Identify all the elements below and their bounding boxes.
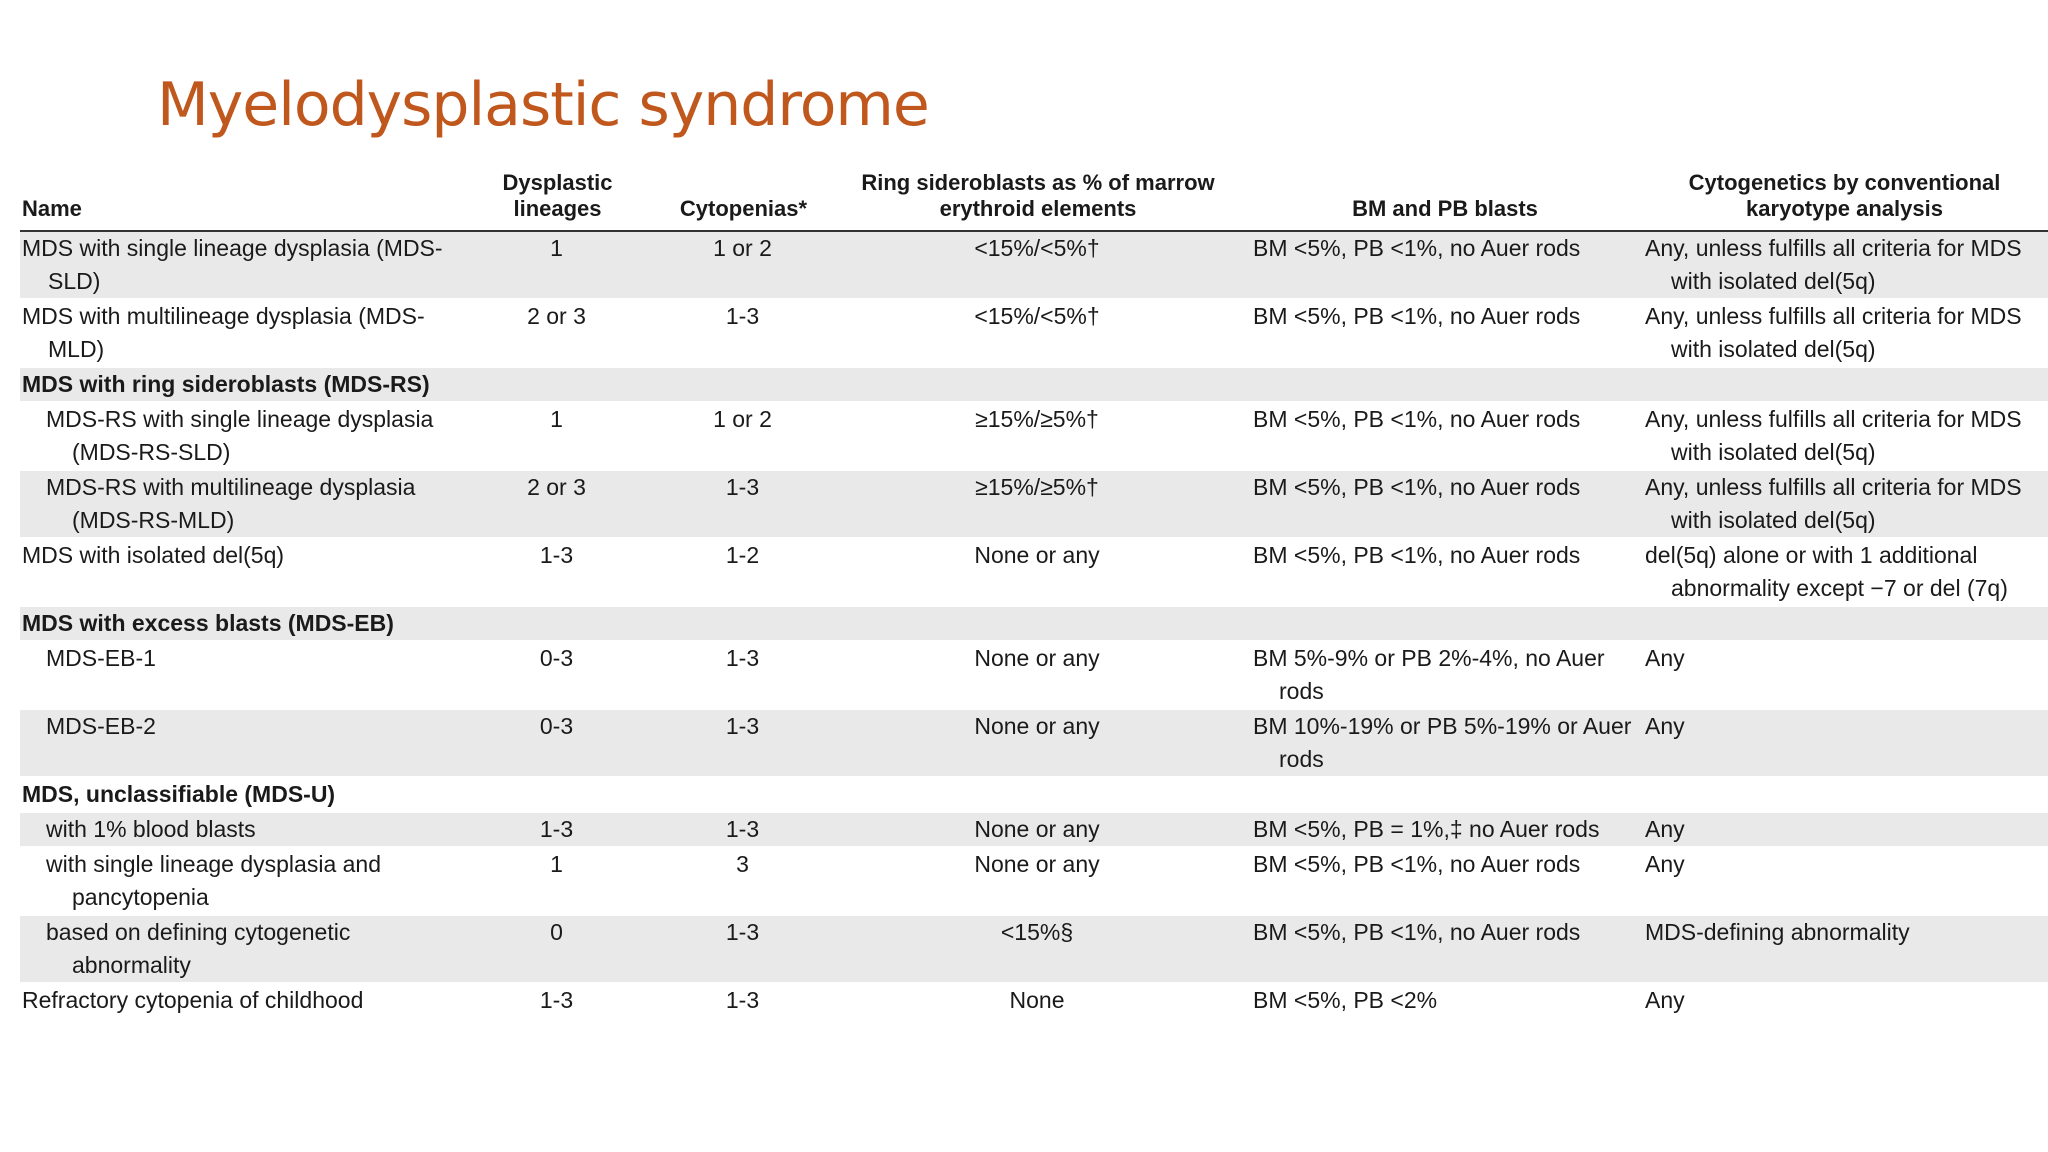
cell-ring-sideroblasts [827, 606, 1249, 641]
cell-bm-pb-blasts-text: BM <5%, PB <1%, no Auer rods [1253, 542, 1581, 568]
table-row [20, 402, 2048, 470]
cell-dysplastic-lineages: 1 [455, 402, 660, 470]
cell-bm-pb-blasts [1249, 777, 1641, 812]
cell-ring-sideroblasts: None [827, 983, 1249, 1018]
row-name-text: Refractory cytopenia of childhood [22, 987, 364, 1013]
cell-cytopenias: 1-3 [660, 983, 827, 1018]
cell-dysplastic-lineages: 0-3 [455, 709, 660, 777]
cell-cytopenias [660, 777, 827, 812]
cell-cytopenias: 1-2 [660, 538, 827, 606]
cell-bm-pb-blasts [1249, 538, 1641, 606]
cell-dysplastic-lineages: 1 [455, 231, 660, 299]
cell-cytogenetics-text: Any [1645, 713, 1685, 739]
row-name-text: with single lineage dysplasia and pancytopenia [46, 851, 381, 910]
row-name [20, 641, 455, 709]
cell-dysplastic-lineages: 0-3 [455, 641, 660, 709]
table-row [20, 983, 2048, 1018]
cell-cytogenetics [1641, 812, 2048, 847]
row-name [20, 983, 455, 1018]
table-row [20, 915, 2048, 983]
row-name [20, 709, 455, 777]
cell-cytogenetics-text: Any [1645, 987, 1685, 1013]
row-name [20, 812, 455, 847]
row-name-text: MDS-RS with single lineage dysplasia (MDS-RS-SLD) [46, 406, 434, 465]
cell-ring-sideroblasts: <15%/<5%† [827, 231, 1249, 299]
cell-cytopenias: 1-3 [660, 915, 827, 983]
row-name-text: MDS with multilineage dysplasia (MDS-MLD) [22, 303, 425, 362]
cell-bm-pb-blasts-text: BM 5%-9% or PB 2%-4%, no Auer rods [1253, 645, 1605, 704]
row-name-text: MDS-RS with multilineage dysplasia (MDS-RS-MLD) [46, 474, 416, 533]
cell-cytogenetics [1641, 915, 2048, 983]
cell-cytogenetics-text: Any, unless fulfills all criteria for MDS with isolated del(5q) [1645, 303, 2022, 362]
cell-bm-pb-blasts-text: BM 10%-19% or PB 5%-19% or Auer rods [1253, 713, 1632, 772]
cell-cytogenetics-text: Any, unless fulfills all criteria for MDS with isolated del(5q) [1645, 474, 2022, 533]
cell-cytogenetics-text: Any [1645, 816, 1685, 842]
cell-dysplastic-lineages: 2 or 3 [455, 299, 660, 367]
table-group-row [20, 606, 2048, 641]
cell-dysplastic-lineages: 1-3 [455, 983, 660, 1018]
table-row [20, 641, 2048, 709]
row-name [20, 847, 455, 915]
cell-cytopenias: 1-3 [660, 299, 827, 367]
row-name-text: with 1% blood blasts [46, 816, 256, 842]
cell-cytogenetics [1641, 709, 2048, 777]
cell-bm-pb-blasts [1249, 812, 1641, 847]
cell-ring-sideroblasts: None or any [827, 847, 1249, 915]
cell-bm-pb-blasts [1249, 847, 1641, 915]
cell-cytogenetics [1641, 606, 2048, 641]
cell-cytopenias: 1-3 [660, 641, 827, 709]
cell-dysplastic-lineages: 0 [455, 915, 660, 983]
row-name [20, 299, 455, 367]
table-row [20, 231, 2048, 299]
row-name [20, 777, 455, 812]
table-group-row [20, 367, 2048, 402]
cell-ring-sideroblasts: None or any [827, 709, 1249, 777]
header-bm-pb-blasts: BM and PB blasts [1249, 170, 1641, 231]
cell-dysplastic-lineages: 1-3 [455, 812, 660, 847]
cell-bm-pb-blasts-text: BM <5%, PB <1%, no Auer rods [1253, 303, 1581, 329]
cell-cytopenias: 1-3 [660, 470, 827, 538]
cell-bm-pb-blasts [1249, 641, 1641, 709]
header-cytogenetics: Cytogenetics by conventional karyotype analysis [1641, 170, 2048, 231]
cell-ring-sideroblasts: None or any [827, 812, 1249, 847]
cell-cytopenias [660, 367, 827, 402]
cell-cytopenias: 1-3 [660, 709, 827, 777]
row-name [20, 367, 455, 402]
table-group-row [20, 777, 2048, 812]
row-name-text: MDS, unclassifiable (MDS-U) [22, 781, 336, 807]
cell-cytogenetics [1641, 367, 2048, 402]
page-title: Myelodysplastic syndrome [157, 70, 929, 140]
row-name [20, 231, 455, 299]
header-ring-sideroblasts: Ring sideroblasts as % of marrow erythroid elements [827, 170, 1249, 231]
cell-dysplastic-lineages [455, 606, 660, 641]
cell-cytogenetics [1641, 777, 2048, 812]
cell-bm-pb-blasts-text: BM <5%, PB <1%, no Auer rods [1253, 851, 1581, 877]
cell-cytogenetics [1641, 402, 2048, 470]
cell-cytopenias: 1-3 [660, 812, 827, 847]
cell-cytogenetics [1641, 470, 2048, 538]
table-body [20, 231, 2048, 1018]
cell-ring-sideroblasts: ≥15%/≥5%† [827, 470, 1249, 538]
cell-ring-sideroblasts: <15%§ [827, 915, 1249, 983]
row-name-text: MDS-EB-2 [46, 713, 156, 739]
row-name-text: MDS with single lineage dysplasia (MDS-SLD) [22, 235, 443, 294]
table-row [20, 538, 2048, 606]
mds-classification-table [20, 170, 2048, 1019]
cell-cytopenias [660, 606, 827, 641]
table-row [20, 847, 2048, 915]
cell-bm-pb-blasts-text: BM <5%, PB <1%, no Auer rods [1253, 406, 1581, 432]
cell-bm-pb-blasts [1249, 709, 1641, 777]
header-cytopenias: Cytopenias* [660, 170, 827, 231]
cell-cytogenetics [1641, 641, 2048, 709]
cell-ring-sideroblasts: <15%/<5%† [827, 299, 1249, 367]
cell-ring-sideroblasts: None or any [827, 641, 1249, 709]
row-name-text: MDS-EB-1 [46, 645, 156, 671]
cell-bm-pb-blasts-text: BM <5%, PB <1%, no Auer rods [1253, 474, 1581, 500]
cell-bm-pb-blasts [1249, 915, 1641, 983]
cell-cytogenetics [1641, 538, 2048, 606]
row-name-text: based on defining cytogenetic abnormality [46, 919, 351, 978]
cell-cytogenetics-text: Any [1645, 851, 1685, 877]
cell-cytogenetics-text: Any, unless fulfills all criteria for MDS with isolated del(5q) [1645, 235, 2022, 294]
cell-ring-sideroblasts: ≥15%/≥5%† [827, 402, 1249, 470]
cell-cytogenetics [1641, 983, 2048, 1018]
cell-bm-pb-blasts [1249, 606, 1641, 641]
cell-bm-pb-blasts-text: BM <5%, PB <2% [1253, 987, 1438, 1013]
cell-dysplastic-lineages [455, 777, 660, 812]
table-row [20, 812, 2048, 847]
cell-cytogenetics [1641, 231, 2048, 299]
cell-bm-pb-blasts [1249, 231, 1641, 299]
cell-bm-pb-blasts-text: BM <5%, PB <1%, no Auer rods [1253, 919, 1581, 945]
cell-ring-sideroblasts: None or any [827, 538, 1249, 606]
cell-bm-pb-blasts [1249, 402, 1641, 470]
cell-ring-sideroblasts [827, 367, 1249, 402]
row-name [20, 402, 455, 470]
cell-bm-pb-blasts-text: BM <5%, PB = 1%,‡ no Auer rods [1253, 816, 1600, 842]
cell-cytogenetics [1641, 847, 2048, 915]
row-name [20, 606, 455, 641]
row-name [20, 538, 455, 606]
cell-cytopenias: 1 or 2 [660, 402, 827, 470]
cell-dysplastic-lineages: 2 or 3 [455, 470, 660, 538]
cell-cytogenetics [1641, 299, 2048, 367]
table-row [20, 299, 2048, 367]
table-header-row [20, 170, 2048, 231]
cell-cytogenetics-text: MDS-defining abnormality [1645, 919, 1910, 945]
cell-dysplastic-lineages: 1-3 [455, 538, 660, 606]
row-name-text: MDS with excess blasts (MDS-EB) [22, 610, 394, 636]
cell-dysplastic-lineages [455, 367, 660, 402]
cell-bm-pb-blasts [1249, 983, 1641, 1018]
row-name-text: MDS with isolated del(5q) [22, 542, 285, 568]
cell-bm-pb-blasts-text: BM <5%, PB <1%, no Auer rods [1253, 235, 1581, 261]
table-row [20, 470, 2048, 538]
cell-cytogenetics-text: Any [1645, 645, 1685, 671]
header-name: Name [20, 170, 455, 231]
cell-cytogenetics-text: del(5q) alone or with 1 additional abnormality except −7 or del (7q) [1645, 542, 2008, 601]
cell-bm-pb-blasts [1249, 367, 1641, 402]
cell-bm-pb-blasts [1249, 299, 1641, 367]
table-row [20, 709, 2048, 777]
row-name [20, 915, 455, 983]
cell-cytopenias: 3 [660, 847, 827, 915]
cell-bm-pb-blasts [1249, 470, 1641, 538]
cell-cytogenetics-text: Any, unless fulfills all criteria for MDS with isolated del(5q) [1645, 406, 2022, 465]
header-dysplastic-lineages: Dysplastic lineages [455, 170, 660, 231]
row-name [20, 470, 455, 538]
row-name-text: MDS with ring sideroblasts (MDS-RS) [22, 371, 430, 397]
cell-ring-sideroblasts [827, 777, 1249, 812]
cell-dysplastic-lineages: 1 [455, 847, 660, 915]
cell-cytopenias: 1 or 2 [660, 231, 827, 299]
